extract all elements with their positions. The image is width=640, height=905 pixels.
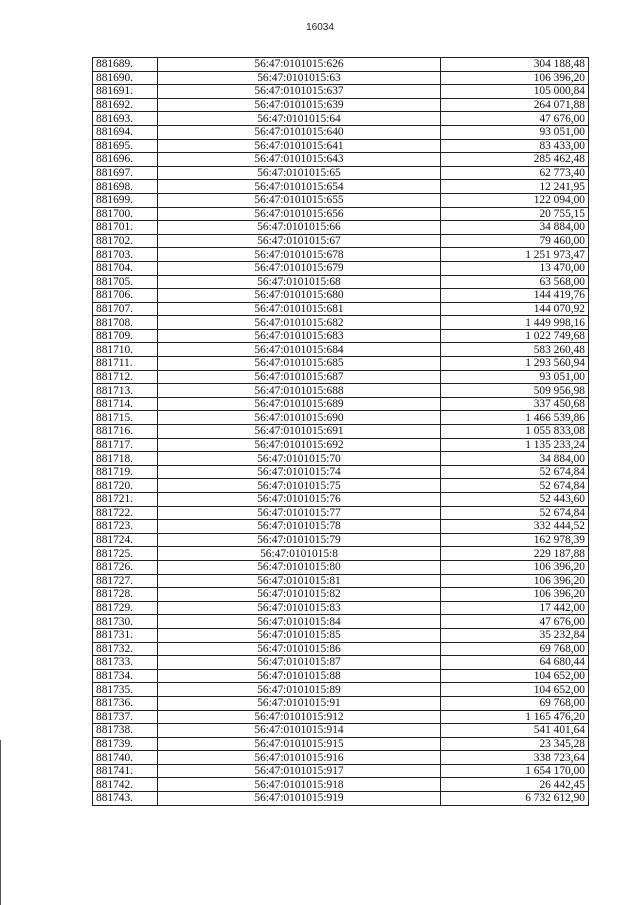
cadastral-number-cell: 56:47:0101015:66 [158,221,441,235]
table-row [93,289,589,303]
cadastral-number-cell: 56:47:0101015:916 [158,751,441,765]
cadastral-number-cell: 56:47:0101015:82 [158,588,441,602]
cadastral-value-cell: 229 187,88 [441,547,589,561]
cadastral-number-cell: 56:47:0101015:76 [158,493,441,507]
table-row [93,669,589,683]
cadastral-number-cell: 56:47:0101015:67 [158,234,441,248]
table-row [93,574,589,588]
table-row [93,221,589,235]
cadastral-number-cell: 56:47:0101015:64 [158,112,441,126]
row-number-cell: 881698. [93,180,158,194]
table-row [93,438,589,452]
cadastral-value-cell: 6 732 612,90 [441,792,589,806]
table-body [93,58,589,806]
cadastral-number-cell: 56:47:0101015:84 [158,615,441,629]
table-row [93,125,589,139]
table-row [93,751,589,765]
cadastral-value-cell: 285 462,48 [441,153,589,167]
table-row [93,465,589,479]
cadastral-value-cell: 1 055 833,08 [441,425,589,439]
table-row [93,628,589,642]
table-row [93,85,589,99]
table-row [93,180,589,194]
row-number-cell: 881729. [93,601,158,615]
table-row [93,207,589,221]
table-row [93,153,589,167]
row-number-cell: 881736. [93,696,158,710]
row-number-cell: 881691. [93,85,158,99]
cadastral-value-cell: 83 433,00 [441,139,589,153]
table-row [93,397,589,411]
table-row [93,533,589,547]
cadastral-value-cell: 106 396,20 [441,71,589,85]
cadastral-number-cell: 56:47:0101015:83 [158,601,441,615]
row-number-cell: 881734. [93,669,158,683]
table-row [93,166,589,180]
cadastral-number-cell: 56:47:0101015:639 [158,98,441,112]
cadastral-value-cell: 64 680,44 [441,656,589,670]
cadastral-value-cell: 541 401,64 [441,724,589,738]
table-row [93,696,589,710]
cadastral-value-cell: 106 396,20 [441,574,589,588]
cadastral-value-cell: 1 022 749,68 [441,329,589,343]
cadastral-number-cell: 56:47:0101015:691 [158,425,441,439]
row-number-cell: 881690. [93,71,158,85]
cadastral-number-cell: 56:47:0101015:68 [158,275,441,289]
row-number-cell: 881701. [93,221,158,235]
cadastral-value-cell: 1 293 560,94 [441,357,589,371]
table-row [93,656,589,670]
cadastral-value-cell: 1 466 539,86 [441,411,589,425]
cadastral-value-cell: 52 674,84 [441,465,589,479]
cadastral-value-cell: 1 449 998,16 [441,316,589,330]
cadastral-number-cell: 56:47:0101015:683 [158,329,441,343]
row-number-cell: 881733. [93,656,158,670]
row-number-cell: 881730. [93,615,158,629]
row-number-cell: 881720. [93,479,158,493]
cadastral-value-cell: 12 241,95 [441,180,589,194]
cadastral-number-cell: 56:47:0101015:685 [158,357,441,371]
cadastral-value-cell: 52 443,60 [441,493,589,507]
cadastral-number-cell: 56:47:0101015:641 [158,139,441,153]
table-row [93,737,589,751]
table-row [93,764,589,778]
table-row [93,520,589,534]
table-row [93,615,589,629]
table-row [93,792,589,806]
cadastral-value-cell: 47 676,00 [441,615,589,629]
cadastral-value-cell: 79 460,00 [441,234,589,248]
table-row [93,370,589,384]
row-number-cell: 881693. [93,112,158,126]
row-number-cell: 881724. [93,533,158,547]
row-number-cell: 881703. [93,248,158,262]
cadastral-value-cell: 69 768,00 [441,642,589,656]
cadastral-number-cell: 56:47:0101015:77 [158,506,441,520]
table-row [93,411,589,425]
row-number-cell: 881732. [93,642,158,656]
cadastral-value-cell: 509 956,98 [441,384,589,398]
cadastral-value-cell: 144 070,92 [441,302,589,316]
table-row [93,112,589,126]
cadastral-value-cell: 332 444,52 [441,520,589,534]
cadastral-number-cell: 56:47:0101015:87 [158,656,441,670]
cadastral-value-cell: 304 188,48 [441,58,589,72]
cadastral-value-cell: 104 652,00 [441,683,589,697]
row-number-cell: 881721. [93,493,158,507]
cadastral-value-cell: 17 442,00 [441,601,589,615]
row-number-cell: 881717. [93,438,158,452]
cadastral-value-cell: 104 652,00 [441,669,589,683]
cadastral-number-cell: 56:47:0101015:689 [158,397,441,411]
cadastral-number-cell: 56:47:0101015:914 [158,724,441,738]
row-number-cell: 881723. [93,520,158,534]
cadastral-number-cell: 56:47:0101015:637 [158,85,441,99]
cadastral-number-cell: 56:47:0101015:70 [158,452,441,466]
cadastral-value-cell: 93 051,00 [441,125,589,139]
table-row [93,588,589,602]
table-row [93,275,589,289]
cadastral-number-cell: 56:47:0101015:678 [158,248,441,262]
scan-edge-line [0,740,1,905]
table-row [93,357,589,371]
cadastral-number-cell: 56:47:0101015:74 [158,465,441,479]
row-number-cell: 881689. [93,58,158,72]
cadastral-number-cell: 56:47:0101015:63 [158,71,441,85]
row-number-cell: 881719. [93,465,158,479]
row-number-cell: 881713. [93,384,158,398]
cadastral-value-cell: 23 345,28 [441,737,589,751]
cadastral-number-cell: 56:47:0101015:915 [158,737,441,751]
row-number-cell: 881694. [93,125,158,139]
row-number-cell: 881728. [93,588,158,602]
cadastral-value-cell: 52 674,84 [441,506,589,520]
table-row [93,425,589,439]
cadastral-number-cell: 56:47:0101015:78 [158,520,441,534]
row-number-cell: 881715. [93,411,158,425]
cadastral-value-cell: 105 000,84 [441,85,589,99]
table-row [93,193,589,207]
row-number-cell: 881741. [93,764,158,778]
row-number-cell: 881740. [93,751,158,765]
row-number-cell: 881731. [93,628,158,642]
cadastral-value-cell: 35 232,84 [441,628,589,642]
cadastral-number-cell: 56:47:0101015:919 [158,792,441,806]
cadastral-value-cell: 162 978,39 [441,533,589,547]
cadastral-value-cell: 13 470,00 [441,261,589,275]
cadastral-number-cell: 56:47:0101015:88 [158,669,441,683]
table-row [93,58,589,72]
row-number-cell: 881702. [93,234,158,248]
row-number-cell: 881737. [93,710,158,724]
cadastral-value-cell: 34 884,00 [441,221,589,235]
row-number-cell: 881727. [93,574,158,588]
cadastral-number-cell: 56:47:0101015:684 [158,343,441,357]
cadastral-number-cell: 56:47:0101015:89 [158,683,441,697]
row-number-cell: 881716. [93,425,158,439]
cadastral-number-cell: 56:47:0101015:679 [158,261,441,275]
table-row [93,261,589,275]
cadastral-number-cell: 56:47:0101015:91 [158,696,441,710]
cadastral-value-cell: 106 396,20 [441,560,589,574]
table-row [93,506,589,520]
cadastral-value-cell: 583 260,48 [441,343,589,357]
cadastral-number-cell: 56:47:0101015:79 [158,533,441,547]
row-number-cell: 881722. [93,506,158,520]
row-number-cell: 881696. [93,153,158,167]
cadastral-number-cell: 56:47:0101015:626 [158,58,441,72]
row-number-cell: 881706. [93,289,158,303]
table-row [93,642,589,656]
cadastral-number-cell: 56:47:0101015:692 [158,438,441,452]
cadastral-value-cell: 337 450,68 [441,397,589,411]
cadastral-value-cell: 69 768,00 [441,696,589,710]
cadastral-number-cell: 56:47:0101015:682 [158,316,441,330]
row-number-cell: 881725. [93,547,158,561]
cadastral-number-cell: 56:47:0101015:912 [158,710,441,724]
table-row [93,560,589,574]
table-row [93,316,589,330]
cadastral-number-cell: 56:47:0101015:81 [158,574,441,588]
row-number-cell: 881711. [93,357,158,371]
table-row [93,248,589,262]
row-number-cell: 881695. [93,139,158,153]
row-number-cell: 881705. [93,275,158,289]
row-number-cell: 881707. [93,302,158,316]
cadastral-number-cell: 56:47:0101015:65 [158,166,441,180]
cadastral-value-cell: 1 251 973,47 [441,248,589,262]
cadastral-number-cell: 56:47:0101015:680 [158,289,441,303]
table-row [93,329,589,343]
table-row [93,139,589,153]
row-number-cell: 881743. [93,792,158,806]
table-row [93,302,589,316]
row-number-cell: 881718. [93,452,158,466]
row-number-cell: 881708. [93,316,158,330]
cadastral-value-table [92,57,589,806]
cadastral-value-cell: 20 755,15 [441,207,589,221]
table-row [93,778,589,792]
row-number-cell: 881739. [93,737,158,751]
cadastral-number-cell: 56:47:0101015:656 [158,207,441,221]
cadastral-value-cell: 47 676,00 [441,112,589,126]
row-number-cell: 881726. [93,560,158,574]
row-number-cell: 881692. [93,98,158,112]
cadastral-number-cell: 56:47:0101015:687 [158,370,441,384]
cadastral-number-cell: 56:47:0101015:80 [158,560,441,574]
table-row [93,98,589,112]
cadastral-value-cell: 1 654 170,00 [441,764,589,778]
cadastral-number-cell: 56:47:0101015:917 [158,764,441,778]
row-number-cell: 881700. [93,207,158,221]
row-number-cell: 881742. [93,778,158,792]
cadastral-value-cell: 106 396,20 [441,588,589,602]
cadastral-value-cell: 1 165 476,20 [441,710,589,724]
cadastral-number-cell: 56:47:0101015:75 [158,479,441,493]
cadastral-number-cell: 56:47:0101015:654 [158,180,441,194]
cadastral-value-cell: 1 135 233,24 [441,438,589,452]
cadastral-number-cell: 56:47:0101015:681 [158,302,441,316]
cadastral-number-cell: 56:47:0101015:640 [158,125,441,139]
cadastral-value-cell: 34 884,00 [441,452,589,466]
table-row [93,724,589,738]
cadastral-value-cell: 63 568,00 [441,275,589,289]
row-number-cell: 881697. [93,166,158,180]
table-row [93,343,589,357]
page-number: 16034 [306,22,334,33]
cadastral-number-cell: 56:47:0101015:918 [158,778,441,792]
cadastral-number-cell: 56:47:0101015:643 [158,153,441,167]
cadastral-value-cell: 144 419,76 [441,289,589,303]
table-row [93,683,589,697]
table-row [93,547,589,561]
cadastral-number-cell: 56:47:0101015:690 [158,411,441,425]
cadastral-value-cell: 93 051,00 [441,370,589,384]
row-number-cell: 881704. [93,261,158,275]
row-number-cell: 881699. [93,193,158,207]
cadastral-number-cell: 56:47:0101015:86 [158,642,441,656]
row-number-cell: 881710. [93,343,158,357]
cadastral-number-cell: 56:47:0101015:8 [158,547,441,561]
row-number-cell: 881712. [93,370,158,384]
row-number-cell: 881709. [93,329,158,343]
table-row [93,234,589,248]
row-number-cell: 881714. [93,397,158,411]
table-row [93,452,589,466]
table-row [93,493,589,507]
cadastral-number-cell: 56:47:0101015:85 [158,628,441,642]
row-number-cell: 881738. [93,724,158,738]
table-row [93,71,589,85]
table-row [93,601,589,615]
cadastral-value-cell: 26 442,45 [441,778,589,792]
cadastral-number-cell: 56:47:0101015:655 [158,193,441,207]
table-row [93,479,589,493]
cadastral-value-cell: 338 723,64 [441,751,589,765]
cadastral-value-cell: 122 094,00 [441,193,589,207]
table-row [93,384,589,398]
cadastral-value-cell: 62 773,40 [441,166,589,180]
cadastral-value-cell: 52 674,84 [441,479,589,493]
table-row [93,710,589,724]
cadastral-number-cell: 56:47:0101015:688 [158,384,441,398]
cadastral-value-cell: 264 071,88 [441,98,589,112]
row-number-cell: 881735. [93,683,158,697]
